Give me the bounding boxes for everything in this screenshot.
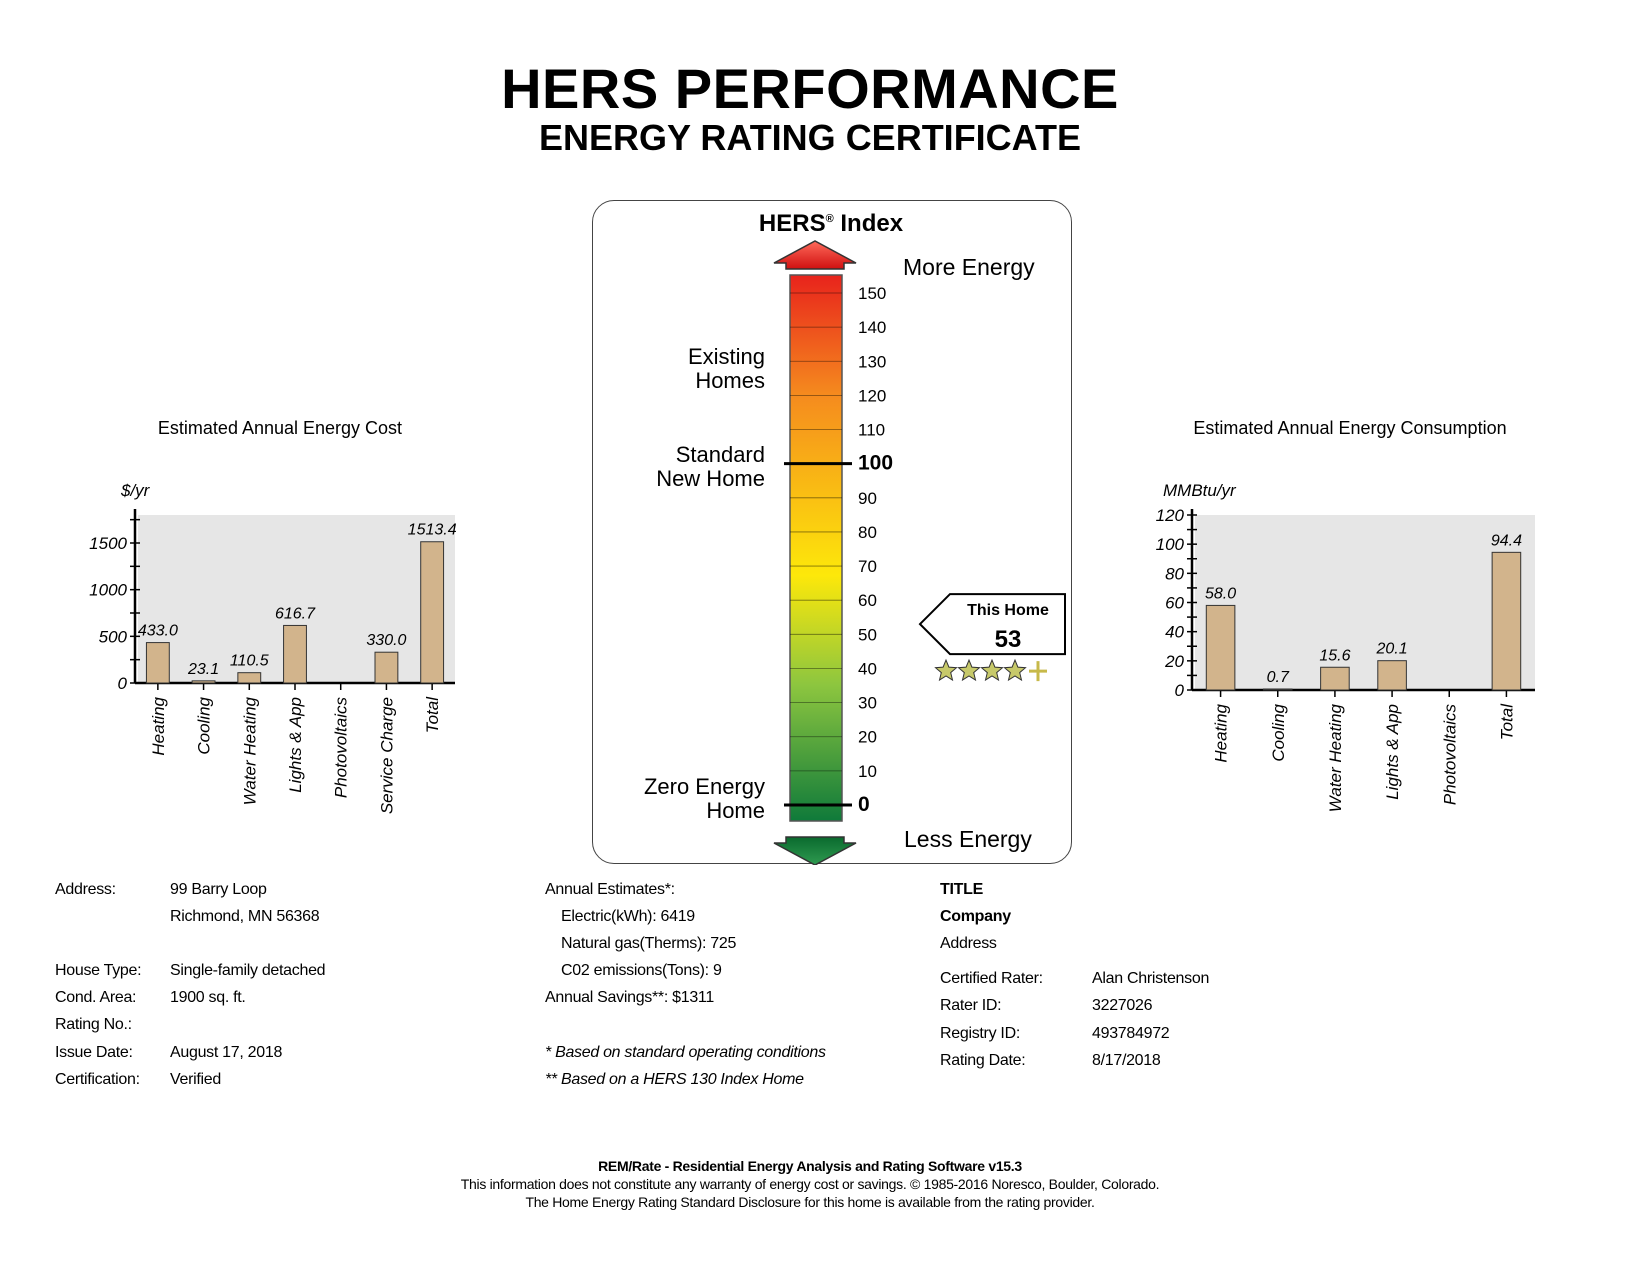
star-plus-icon xyxy=(1029,661,1047,681)
bar xyxy=(238,673,261,683)
cost-chart-unit: $/yr xyxy=(121,481,150,500)
y-tick-label: 500 xyxy=(98,627,127,647)
y-tick-label: 1000 xyxy=(89,580,127,600)
registry-id-label: Registry ID: xyxy=(940,1025,1020,1042)
house-type-value: Single-family detached xyxy=(170,962,326,979)
address-line1: 99 Barry Loop xyxy=(170,881,267,898)
footer-disclosure: The Home Energy Rating Standard Disclosure for this home is available from the rating provider. xyxy=(525,1194,1095,1210)
cost-chart xyxy=(60,500,480,830)
rating-star-icon xyxy=(959,660,980,680)
less-energy-arrow xyxy=(774,837,856,865)
data-label: 0.7 xyxy=(1266,668,1289,686)
scale-tick-label: 80 xyxy=(858,522,877,542)
x-tick-label: Water Heating xyxy=(240,697,260,806)
this-home-label: This Home xyxy=(967,602,1049,620)
annual-savings: Annual Savings**: $1311 xyxy=(545,989,714,1006)
annual-estimates xyxy=(545,876,925,1096)
bar xyxy=(1206,605,1235,690)
certified-rater-label: Certified Rater: xyxy=(940,970,1043,987)
bar xyxy=(1321,667,1350,690)
estimates-heading: Annual Estimates*: xyxy=(545,881,675,898)
bar xyxy=(192,681,215,683)
x-tick-label: Photovoltaics xyxy=(1440,704,1460,806)
page-subtitle: ENERGY RATING CERTIFICATE xyxy=(538,117,1082,158)
x-tick-label: Cooling xyxy=(194,697,214,755)
scale-tick-label: 40 xyxy=(858,659,877,679)
hers-color-bar xyxy=(790,275,842,821)
electric-estimate: Electric(kWh): 6419 xyxy=(561,908,695,925)
y-tick-label: 60 xyxy=(1165,593,1184,613)
data-label: 1513.4 xyxy=(407,521,457,539)
rating-star-icon xyxy=(1005,660,1026,680)
rater-address: Address xyxy=(940,935,997,952)
standard-new-home-label: Standard New Home xyxy=(656,442,765,491)
cond-area-label: Cond. Area: xyxy=(55,989,137,1006)
bar xyxy=(421,542,444,683)
consumption-chart xyxy=(1140,500,1540,830)
certification-value: Verified xyxy=(170,1071,221,1088)
data-label: 23.1 xyxy=(188,660,220,678)
bar xyxy=(284,625,307,683)
y-tick-label: 40 xyxy=(1165,622,1184,642)
hers-index-title: HERS® Index xyxy=(758,210,904,237)
rating-no-label: Rating No.: xyxy=(55,1016,132,1033)
scale-tick-label: 0 xyxy=(858,793,870,816)
y-tick-label: 100 xyxy=(1155,535,1184,555)
bar xyxy=(375,652,398,683)
bar xyxy=(1492,552,1521,690)
more-energy-arrow xyxy=(774,241,856,269)
scale-tick-label: 90 xyxy=(858,488,877,508)
consumption-chart-unit: MMBtu/yr xyxy=(1163,481,1236,500)
gas-estimate: Natural gas(Therms): 725 xyxy=(561,935,737,952)
less-energy-label: Less Energy xyxy=(904,826,1032,852)
rater-company: Company xyxy=(940,908,1011,925)
scale-tick-label: 130 xyxy=(858,352,887,372)
bar xyxy=(1263,689,1292,690)
address-line2: Richmond, MN 56368 xyxy=(170,908,320,925)
rating-star-icon xyxy=(982,660,1003,680)
x-tick-label: Lights & App xyxy=(1383,704,1403,800)
more-energy-label: More Energy xyxy=(903,254,1035,280)
address-label: Address: xyxy=(55,881,116,898)
rating-date-value: 8/17/2018 xyxy=(1092,1052,1161,1069)
bar xyxy=(1378,661,1407,690)
rater-title: TITLE xyxy=(940,881,983,898)
scale-tick-label: 100 xyxy=(858,451,894,475)
x-tick-label: Cooling xyxy=(1268,704,1288,762)
plot-area xyxy=(1195,515,1535,690)
data-label: 616.7 xyxy=(274,605,316,623)
x-tick-label: Water Heating xyxy=(1325,704,1345,813)
hers-scale xyxy=(760,235,1080,865)
x-tick-label: Total xyxy=(1497,704,1517,741)
cost-chart-title: Estimated Annual Energy Cost xyxy=(157,418,403,438)
y-tick-label: 20 xyxy=(1165,651,1184,671)
bar xyxy=(146,643,169,683)
footnote-2: ** Based on a HERS 130 Index Home xyxy=(545,1071,804,1088)
scale-tick-label: 10 xyxy=(858,761,877,781)
data-label: 330.0 xyxy=(366,632,407,650)
scale-tick-label: 60 xyxy=(858,591,877,611)
certification-label: Certification: xyxy=(55,1071,140,1088)
registry-id-value: 493784972 xyxy=(1092,1025,1170,1042)
certified-rater-value: Alan Christenson xyxy=(1092,970,1210,987)
footnote-1: * Based on standard operating conditions xyxy=(545,1044,826,1061)
this-home-value: 53 xyxy=(994,626,1022,654)
y-tick-label: 0 xyxy=(117,674,127,693)
x-tick-label: Total xyxy=(423,697,443,734)
zero-energy-home-label: Zero Energy Home xyxy=(643,774,765,823)
data-label: 58.0 xyxy=(1205,585,1237,603)
y-tick-label: 1500 xyxy=(89,534,127,553)
existing-homes-label: Existing Homes xyxy=(687,344,765,393)
data-label: 110.5 xyxy=(229,652,269,670)
issue-date-label: Issue Date: xyxy=(55,1044,133,1061)
property-info xyxy=(55,876,435,1096)
scale-tick-label: 150 xyxy=(858,284,887,303)
x-tick-label: Heating xyxy=(1211,704,1231,763)
co2-estimate: C02 emissions(Tons): 9 xyxy=(561,962,722,979)
house-type-label: House Type: xyxy=(55,962,142,979)
x-tick-label: Lights & App xyxy=(286,697,305,793)
scale-tick-label: 120 xyxy=(858,386,887,406)
scale-tick-label: 50 xyxy=(858,625,877,645)
rater-info xyxy=(940,876,1340,1096)
y-tick-label: 80 xyxy=(1165,564,1184,584)
footer-disclaimer: This information does not constitute any warranty of energy cost or savings. © 1985-2016 Noresco, Boulder, Colorado. xyxy=(460,1176,1160,1192)
scale-tick-label: 110 xyxy=(858,420,886,440)
page-title: HERS PERFORMANCE xyxy=(501,57,1119,120)
scale-tick-label: 70 xyxy=(858,557,877,577)
rating-star-icon xyxy=(936,660,957,680)
cond-area-value: 1900 sq. ft. xyxy=(170,989,246,1006)
rater-id-value: 3227026 xyxy=(1092,997,1153,1014)
x-tick-label: Service Charge xyxy=(377,697,397,815)
scale-tick-label: 30 xyxy=(858,693,877,713)
data-label: 20.1 xyxy=(1376,640,1408,658)
rater-id-label: Rater ID: xyxy=(940,997,1002,1014)
data-label: 433.0 xyxy=(137,622,178,640)
x-tick-label: Heating xyxy=(148,697,168,756)
x-tick-label: Photovoltaics xyxy=(331,697,351,799)
y-tick-label: 0 xyxy=(1174,681,1184,700)
footer-software: REM/Rate - Residential Energy Analysis and Rating Software v15.3 xyxy=(598,1158,1022,1174)
y-tick-label: 120 xyxy=(1155,506,1184,525)
scale-tick-label: 140 xyxy=(858,318,887,338)
data-label: 94.4 xyxy=(1490,532,1522,550)
rating-date-label: Rating Date: xyxy=(940,1052,1026,1069)
data-label: 15.6 xyxy=(1319,647,1351,665)
issue-date-value: August 17, 2018 xyxy=(170,1044,283,1061)
consumption-chart-title: Estimated Annual Energy Consumption xyxy=(1193,418,1507,438)
scale-tick-label: 20 xyxy=(858,727,877,747)
